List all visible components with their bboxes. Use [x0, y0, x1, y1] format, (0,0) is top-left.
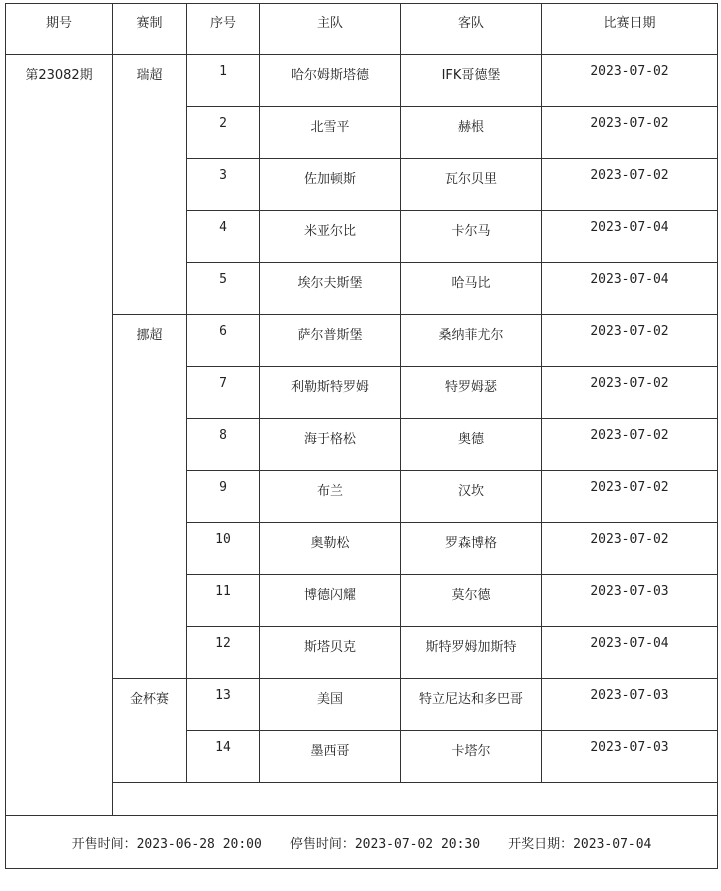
- match-schedule-table: [5, 3, 718, 869]
- sale-start-value: 2023-06-28 20:00: [136, 836, 262, 852]
- spacer-cell: [113, 783, 718, 816]
- home-team: 埃尔夫斯堡: [260, 263, 401, 315]
- home-team: 墨西哥: [260, 731, 401, 783]
- home-team: 布兰: [260, 471, 401, 523]
- away-team: 瓦尔贝里: [401, 159, 542, 211]
- home-team: 奥勒松: [260, 523, 401, 575]
- away-team: 卡尔马: [401, 211, 542, 263]
- header-home-team: 主队: [260, 4, 401, 55]
- draw-date-label: 开奖日期：: [508, 836, 574, 852]
- footer-cell: [6, 816, 718, 869]
- issue-number: 第23082期: [6, 55, 113, 816]
- match-date: 2023-07-04: [542, 627, 718, 679]
- match-date: 2023-07-03: [542, 679, 718, 731]
- home-team: 海于格松: [260, 419, 401, 471]
- match-number: 7: [187, 367, 260, 419]
- away-team: 特罗姆瑟: [401, 367, 542, 419]
- match-date: 2023-07-02: [542, 471, 718, 523]
- header-number: 序号: [187, 4, 260, 55]
- home-team: 佐加顿斯: [260, 159, 401, 211]
- league-name: 挪超: [113, 315, 187, 679]
- home-team: 北雪平: [260, 107, 401, 159]
- home-team: 博德闪耀: [260, 575, 401, 627]
- home-team: 米亚尔比: [260, 211, 401, 263]
- away-team: 哈马比: [401, 263, 542, 315]
- header-league: 赛制: [113, 4, 187, 55]
- match-date: 2023-07-02: [542, 523, 718, 575]
- match-date: 2023-07-04: [542, 211, 718, 263]
- draw-date-info: [508, 833, 651, 852]
- match-number: 8: [187, 419, 260, 471]
- match-row: [6, 679, 718, 731]
- sale-stop-info: [290, 833, 480, 852]
- draw-date-value: 2023-07-04: [573, 836, 652, 852]
- match-row: [6, 315, 718, 367]
- match-date: 2023-07-02: [542, 315, 718, 367]
- sale-stop-value: 2023-07-02 20:30: [354, 836, 481, 852]
- header-issue: 期号: [6, 4, 113, 55]
- footer-row: [6, 816, 718, 869]
- away-team: 赫根: [401, 107, 542, 159]
- sale-start-label: 开售时间：: [71, 836, 137, 852]
- away-team: 特立尼达和多巴哥: [401, 679, 542, 731]
- away-team: 桑纳菲尤尔: [401, 315, 542, 367]
- header-match-date: 比赛日期: [542, 4, 718, 55]
- match-date: 2023-07-03: [542, 731, 718, 783]
- league-name: 金杯赛: [113, 679, 187, 783]
- match-date: 2023-07-04: [542, 263, 718, 315]
- header-row: [6, 4, 718, 55]
- match-number: 14: [187, 731, 260, 783]
- home-team: 萨尔普斯堡: [260, 315, 401, 367]
- match-number: 3: [187, 159, 260, 211]
- away-team: 奥德: [401, 419, 542, 471]
- match-number: 5: [187, 263, 260, 315]
- match-number: 13: [187, 679, 260, 731]
- match-number: 2: [187, 107, 260, 159]
- match-number: 11: [187, 575, 260, 627]
- match-number: 10: [187, 523, 260, 575]
- match-number: 12: [187, 627, 260, 679]
- match-number: 9: [187, 471, 260, 523]
- home-team: 斯塔贝克: [260, 627, 401, 679]
- match-date: 2023-07-02: [542, 107, 718, 159]
- away-team: 汉坎: [401, 471, 542, 523]
- league-name: 瑞超: [113, 55, 187, 315]
- away-team: 罗森博格: [401, 523, 542, 575]
- away-team: 莫尔德: [401, 575, 542, 627]
- home-team: 哈尔姆斯塔德: [260, 55, 401, 107]
- match-date: 2023-07-02: [542, 55, 718, 107]
- home-team: 利勒斯特罗姆: [260, 367, 401, 419]
- match-date: 2023-07-02: [542, 419, 718, 471]
- match-number: 1: [187, 55, 260, 107]
- match-number: 6: [187, 315, 260, 367]
- header-away-team: 客队: [401, 4, 542, 55]
- match-date: 2023-07-02: [542, 367, 718, 419]
- match-number: 4: [187, 211, 260, 263]
- away-team: IFK哥德堡: [401, 55, 542, 107]
- spacer-row: [6, 783, 718, 816]
- home-team: 美国: [260, 679, 401, 731]
- sale-stop-label: 停售时间：: [289, 836, 355, 852]
- match-date: 2023-07-02: [542, 159, 718, 211]
- schedule-body: [6, 55, 718, 869]
- match-date: 2023-07-03: [542, 575, 718, 627]
- match-row: [6, 55, 718, 107]
- sale-start-info: [72, 833, 262, 852]
- away-team: 卡塔尔: [401, 731, 542, 783]
- away-team: 斯特罗姆加斯特: [401, 627, 542, 679]
